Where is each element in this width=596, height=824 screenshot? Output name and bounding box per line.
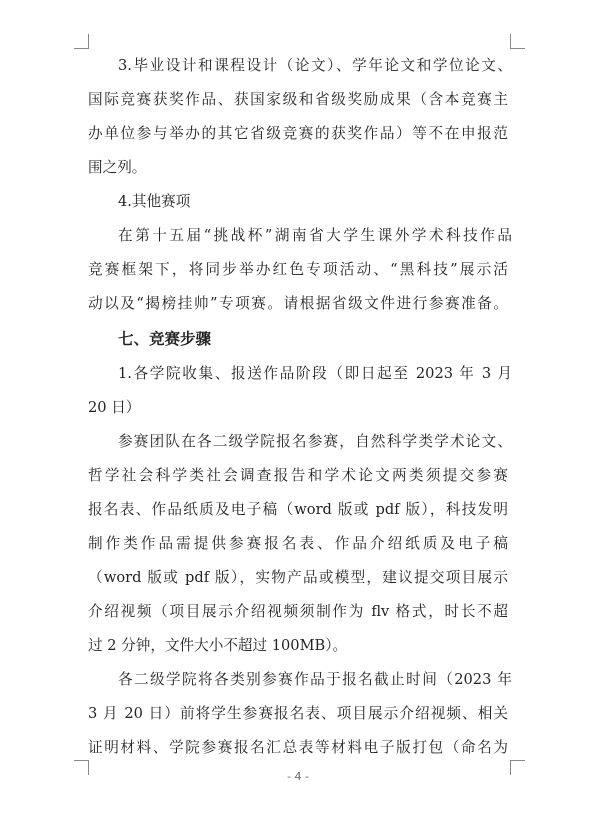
text-line: 制作类作品需提供参赛报名表、作品介绍纸质及电子稿 <box>88 535 508 552</box>
page-number: - 4 - <box>287 770 309 783</box>
text-line: 办单位参与举办的其它省级竞赛的获奖作品）等不在申报范 <box>88 125 508 142</box>
text-line: 动以及“揭榜挂帅”专项赛。请根据省级文件进行参赛准备。 <box>88 295 508 312</box>
text-line: 哲学社会科学类社会调查报告和学术论文两类须提交参赛 <box>88 467 508 484</box>
text-line: （word 版或 pdf 版），实物产品或模型，建议提交项目展示 <box>88 569 508 586</box>
text-line: 在第十五届“挑战杯”湖南省大学生课外学术科技作品 <box>118 227 512 244</box>
text-line: 20 日） <box>88 399 141 416</box>
crop-mark-top-right <box>510 34 525 49</box>
text-line: 国际竞赛获奖作品、获国家级和省级奖励成果（含本竞赛主 <box>88 91 508 108</box>
text-line: 介绍视频（项目展示介绍视频须制作为 flv 格式，时长不超 <box>88 603 508 620</box>
text-line: 1.各学院收集、报送作品阶段（即日起至 2023 年 3 月 <box>118 365 512 382</box>
text-line: 证明材料、学院参赛报名汇总表等材料电子版打包（命名为 <box>88 739 508 756</box>
text-line: 3.毕业设计和课程设计（论文）、学年论文和学位论文、 <box>118 57 512 74</box>
text-line: 3 月 20 日）前将学生参赛报名表、项目展示介绍视频、相关 <box>88 705 508 722</box>
section-heading: 七、竞赛步骤 <box>118 330 212 348</box>
text-line: 过 2 分钟，文件大小不超过 100MB）。 <box>88 637 348 654</box>
text-line: 各二级学院将各类别参赛作品于报名截止时间（2023 年 <box>118 671 512 688</box>
text-line: 报名表、作品纸质及电子稿（word 版或 pdf 版），科技发明 <box>88 501 508 518</box>
text-line: 围之列。 <box>88 159 147 176</box>
text-line: 竞赛框架下，将同步举办红色专项活动、“黑科技”展示活 <box>88 261 508 278</box>
text-line: 参赛团队在各二级学院报名参赛，自然科学类学术论文、 <box>118 433 512 450</box>
crop-mark-top-left <box>74 34 89 49</box>
text-line: 4.其他赛项 <box>118 193 191 210</box>
